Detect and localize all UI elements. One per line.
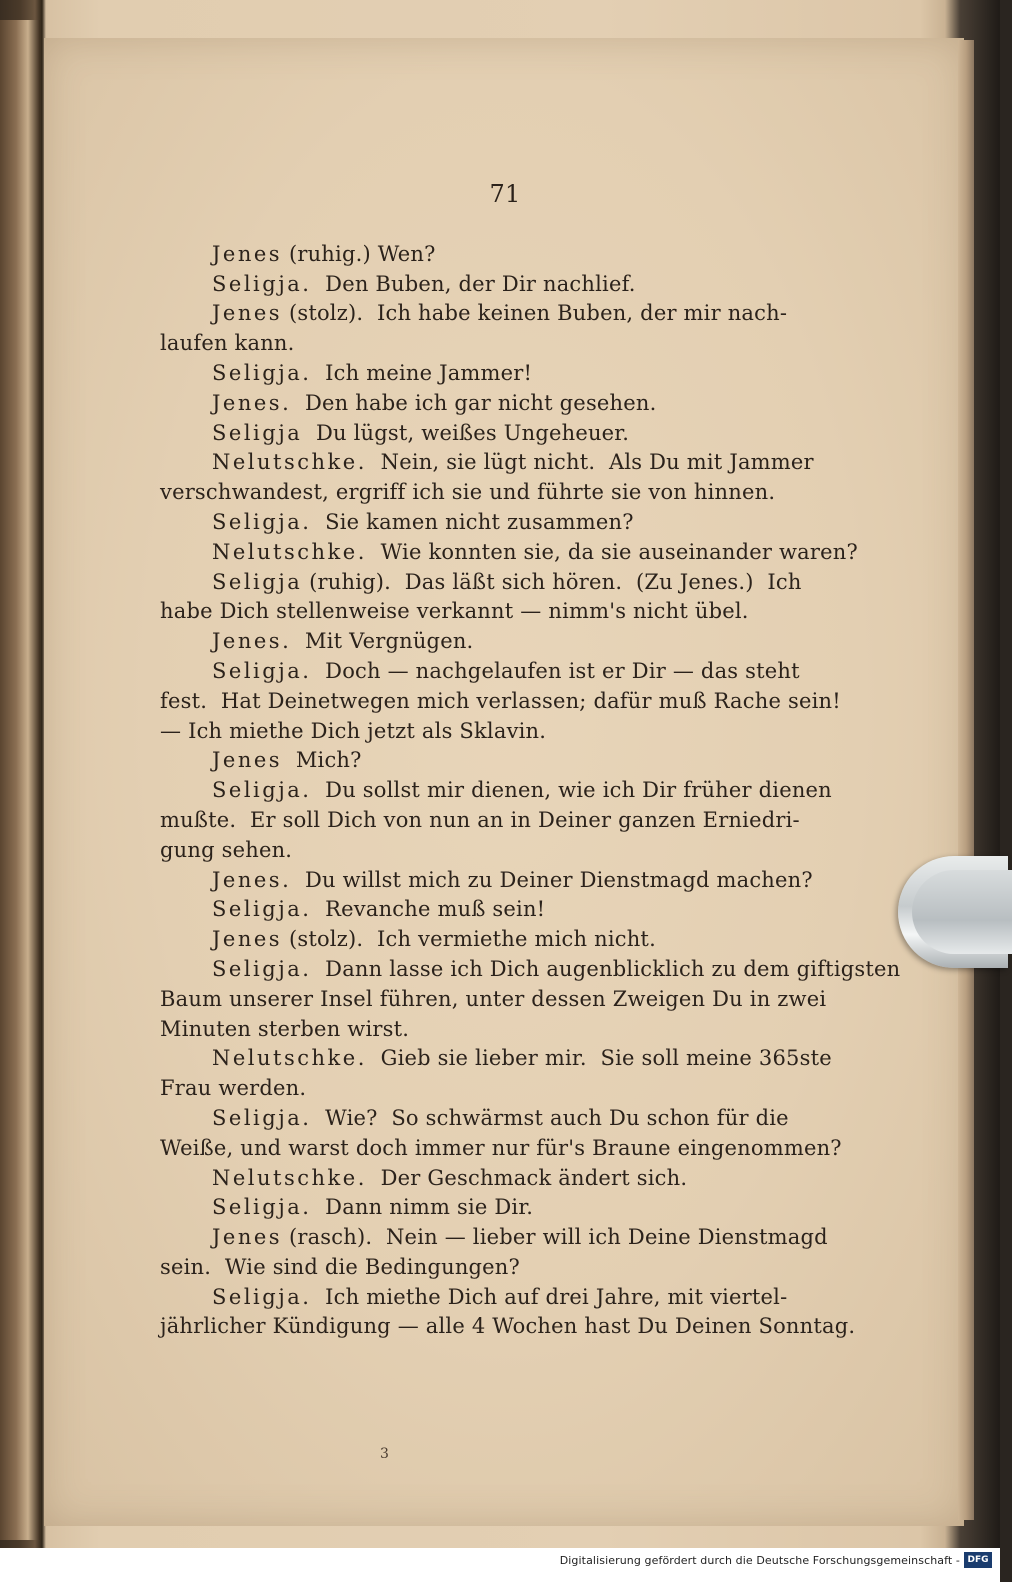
text-line <box>160 538 858 568</box>
text-line <box>160 895 830 925</box>
speaker-name: Seligja. <box>212 509 312 534</box>
text-line <box>160 1015 830 1045</box>
page-text <box>160 180 901 1342</box>
text-line <box>160 568 830 598</box>
text-lines <box>160 240 901 1342</box>
text-line <box>160 687 841 717</box>
line-text: Wie? So schwärmst auch Du schon für die <box>311 1105 789 1130</box>
line-text: Dann lasse ich Dich augenblicklich zu dem giftigsten <box>311 956 901 981</box>
line-text: jährlicher Kündigung — alle 4 Wochen hast Du Deinen Sonntag. <box>160 1314 856 1339</box>
page-clip-inner <box>912 870 1012 954</box>
line-text: Minuten sterben wirst. <box>160 1016 410 1041</box>
line-text: fest. Hat Deinetwegen mich verlassen; dafür muß Rache sein! <box>160 688 841 713</box>
line-text: Du lügst, weißes Ungeheuer. <box>302 420 630 445</box>
page-stack-edge <box>958 40 974 1520</box>
speaker-name: Seligja. <box>212 778 312 803</box>
line-text: Nein, sie lügt nicht. Als Du mit Jammer <box>366 450 814 475</box>
line-text: Den habe ich gar nicht gesehen. <box>291 390 657 415</box>
text-line <box>160 1074 830 1104</box>
line-text: Ich meine Jammer! <box>311 360 533 385</box>
line-text: mußte. Er soll Dich von nun an in Deiner ganzen Erniedri- <box>160 807 800 832</box>
line-text: (ruhig.) Wen? <box>282 241 436 266</box>
text-line <box>160 270 830 300</box>
funding-notice: Digitalisierung gefördert durch die Deutsche Forschungsgemeinschaft - <box>559 1554 960 1567</box>
speaker-name: Jenes <box>212 301 283 326</box>
book-cover-edge <box>0 20 40 1540</box>
text-line <box>160 389 830 419</box>
line-text: Doch — nachgelaufen ist er Dir — das steht <box>311 658 800 683</box>
text-line <box>160 806 830 836</box>
line-text: sein. Wie sind die Bedingungen? <box>160 1254 520 1279</box>
speaker-name: Seligja. <box>212 897 312 922</box>
text-line <box>160 329 830 359</box>
speaker-name: Seligja. <box>212 956 312 981</box>
text-line <box>160 419 830 449</box>
text-line <box>160 866 830 896</box>
line-text: Der Geschmack ändert sich. <box>366 1165 688 1190</box>
text-line <box>160 448 830 478</box>
text-line <box>160 657 830 687</box>
line-text: Ich miethe Dich auf drei Jahre, mit viertel- <box>311 1284 788 1309</box>
text-line <box>160 1312 856 1342</box>
text-line <box>160 1134 842 1164</box>
line-text: Gieb sie lieber mir. Sie soll meine 365ste <box>366 1046 832 1071</box>
speaker-name: Jenes <box>212 748 283 773</box>
text-line <box>160 955 901 985</box>
speaker-name: Seligja <box>212 420 303 445</box>
speaker-name: Seligja. <box>212 360 312 385</box>
text-line <box>160 359 830 389</box>
text-line <box>160 1104 830 1134</box>
line-text: — Ich miethe Dich jetzt als Sklavin. <box>160 718 547 743</box>
text-line <box>160 1223 830 1253</box>
footer-mark: 3 <box>380 1446 389 1462</box>
line-text: Mich? <box>282 748 362 773</box>
speaker-name: Jenes. <box>212 867 292 892</box>
line-text: Baum unserer Insel führen, unter dessen Zweigen Du in zwei <box>160 986 827 1011</box>
line-text: (ruhig). Das läßt sich hören. (Zu Jenes.) Ich <box>302 569 802 594</box>
line-text: verschwandest, ergriff ich sie und führte sie von hinnen. <box>160 480 776 505</box>
line-text: (stolz). Ich vermiethe mich nicht. <box>282 927 656 952</box>
speaker-name: Seligja. <box>212 271 312 296</box>
speaker-name: Seligja <box>212 569 303 594</box>
text-line <box>160 776 830 806</box>
speaker-name: Seligja. <box>212 1195 312 1220</box>
text-line <box>160 478 830 508</box>
dfg-logo-icon: DFG <box>964 1552 992 1568</box>
text-line <box>160 1164 830 1194</box>
speaker-name: Jenes <box>212 927 283 952</box>
line-text: Du willst mich zu Deiner Dienstmagd machen? <box>291 867 813 892</box>
line-text: Dann nimm sie Dir. <box>311 1195 534 1220</box>
speaker-name: Nelutschke. <box>212 1165 367 1190</box>
text-line <box>160 1283 830 1313</box>
text-line <box>160 240 830 270</box>
text-line <box>160 299 830 329</box>
line-text: Frau werden. <box>160 1076 307 1101</box>
speaker-name: Jenes <box>212 1225 283 1250</box>
line-text: (rasch). Nein — lieber will ich Deine Dienstmagd <box>282 1225 828 1250</box>
speaker-name: Nelutschke. <box>212 539 367 564</box>
line-text: laufen kann. <box>160 331 295 356</box>
speaker-name: Jenes. <box>212 390 292 415</box>
speaker-name: Seligja. <box>212 1284 312 1309</box>
text-line <box>160 1044 830 1074</box>
line-text: (stolz). Ich habe keinen Buben, der mir nach- <box>282 301 788 326</box>
line-text: Mit Vergnügen. <box>291 629 474 654</box>
text-line <box>160 717 830 747</box>
text-line <box>160 1193 830 1223</box>
speaker-name: Seligja. <box>212 658 312 683</box>
line-text: habe Dich stellenweise verkannt — nimm's nicht übel. <box>160 599 749 624</box>
line-text: gung sehen. <box>160 837 293 862</box>
line-text: Weiße, und warst doch immer nur für's Braune eingenommen? <box>160 1135 842 1160</box>
line-text: Wie konnten sie, da sie auseinander waren? <box>366 539 858 564</box>
line-text: Sie kamen nicht zusammen? <box>311 509 634 534</box>
line-text: Du sollst mir dienen, wie ich Dir früher dienen <box>311 778 832 803</box>
page-number: 71 <box>489 180 521 208</box>
speaker-name: Nelutschke. <box>212 450 367 475</box>
line-text: Den Buben, der Dir nachlief. <box>311 271 636 296</box>
speaker-name: Nelutschke. <box>212 1046 367 1071</box>
text-line <box>160 836 830 866</box>
speaker-name: Seligja. <box>212 1105 312 1130</box>
speaker-name: Jenes <box>212 241 283 266</box>
text-line <box>160 985 830 1015</box>
speaker-name: Jenes. <box>212 629 292 654</box>
text-line <box>160 627 830 657</box>
text-line <box>160 508 830 538</box>
line-text: Revanche muß sein! <box>311 897 546 922</box>
text-line <box>160 746 830 776</box>
text-line <box>160 597 830 627</box>
text-line <box>160 925 830 955</box>
text-line <box>160 1253 830 1283</box>
